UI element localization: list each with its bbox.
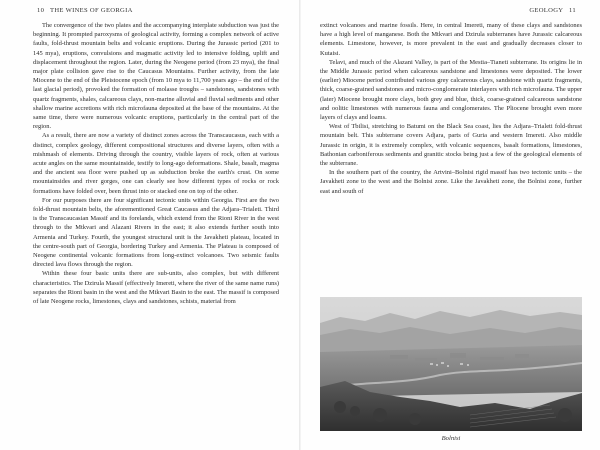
left-page-number: 10	[37, 7, 45, 14]
right-body-text	[320, 21, 582, 196]
right-page-number: 11	[569, 7, 576, 14]
right-running-head	[529, 7, 580, 14]
right-running-title: GEOLOGY	[529, 7, 564, 14]
photo-caption: Bolnisi	[441, 435, 461, 442]
paragraph: West of Tbilisi, stretching to Batumi on the Black Sea coast, lies the Adjara–Trialeti fold-thrust mountain belt. This subterrane covers Adjara, parts of Guria and western Imereti. Also middle Jurassic in origin, it is extremely complex, with volcanic sequences, basalt formations, limestones, Bathonian carboniferous sediments and granitic stocks being just a few of the geological elements of the subterrane.	[320, 123, 582, 168]
paragraph: For our purposes there are four significant tectonic units within Georgia. First are the two fold-thrust mountain belts, the aforementioned Great Caucasus and the Adjara–Trialeti. Third is the Transcaucasian Massif and its forelands, which extend from the Rioni River in the west through to the Mtkvari and Alazani Rivers in the east; it also extends further south into Armenia and Turkey. Fourth, the youngest structural unit is the Javakheti plateau, located in the centre-south part of Georgia, bordering Turkey and Armenia. The Plateau is composed of Neogene continental volcanic formations from long-extinct volcanoes. Two seismic faults directed lava flows through the region.	[33, 196, 279, 269]
landscape-photo	[320, 297, 582, 431]
paragraph: In the southern part of the country, the Artvini–Bolnisi rigid massif has two tectonic units – the Javakheti zone to the west and the Bolnisi zone. Like the Javakheti zone, the Bolnisi zone, further east and south of	[320, 169, 582, 195]
left-page	[0, 0, 299, 450]
paragraph: Within these four basic units there are sub-units, also complex, but with different characteristics. The Dzirula Massif (effectively Imereti, where the river of the same name runs) separates the Rioni basin in the west and the Mtkvari Basin to the east. The massif is composed of late Neogene rocks, limestones, clays and sandstones, schists, material from	[33, 270, 279, 306]
bolnisi-landscape-image	[320, 297, 582, 431]
paragraph: The convergence of the two plates and the accompanying interplate subduction was just the beginning. It prompted paroxysms of geological activity, forming a complex network of active faults, fold-thrust mountain belts and volcanic eruptions. During the Jurassic period (201 to 145 mya), eruptions, convulsions and magmatic activity led to intensive folding, uplift and displacement throughout the region. Later, during the Neogene period (from 23 mya), the final major plate collision gave rise to the Caucasus Mountains. Further activity, from the late Miocene to the end of the Pleistocene epoch (from 10 mya to 11,700 years ago – the end of the last glacial period), provoked the formation of molasse troughs – sandstones, sandstones with quartz fragments, shales, calcareous clays, non-marine alluvial and fluvial sediments and other shallow marine accretions with rich microfauna deposited at the base of the mountains. At the same time, there were numerous volcanic eruptions, particularly in the central part of the region.	[33, 22, 279, 131]
right-page	[301, 0, 600, 450]
paragraph: As a result, there are now a variety of distinct zones across the Transcaucasus, each with a distinct, complex geology, different compositional structures and diverse layers, often with a mishmash of elements. Driving through the country, visible layers of rock, often at various acute angles on the same mountainside, testify to long-ago deformations. Shale, basalt, magma and the ancient sea floor were pushed up as subduction broke the earth's crust. On some mountainsides and river gorges, one can clearly see how different types of rocks or rock formations have folded over, been thrust into or stacked one on top of the other.	[33, 132, 279, 195]
left-running-head	[33, 7, 133, 14]
paragraph: extinct volcanoes and marine fossils. Here, in central Imereti, many of these clays and sandstones have a high level of manganese. Both the Mtkvari and Dzirula subterranes have Jurassic calcareous elements. Limestone, however, is more prevalent in the east and gradually decreases closer to Kutaisi.	[320, 22, 582, 57]
left-running-title: THE WINES OF GEORGIA	[50, 7, 133, 14]
left-body-text	[33, 21, 279, 306]
paragraph: Telavi, and much of the Alazani Valley, is part of the Mestia–Tianeti subterrane. Its origins lie in the Middle Jurassic period when calcareous sandstone and limestones were deposited. The lower (earlier) Miocene period contributed various grey calcareous clays, sandstone with quartz fragments, thick, coarse-grained sandstones and micro-conglomerate interlayers with rich microfauna. The upper (later) Miocene brought more clays, both grey and blue, thick, coarse-grained calcareous sandstone and oolitic limestones with numerous fauna and conglomerates. The Pliocene brought even more layers of clays and loams.	[320, 58, 582, 122]
